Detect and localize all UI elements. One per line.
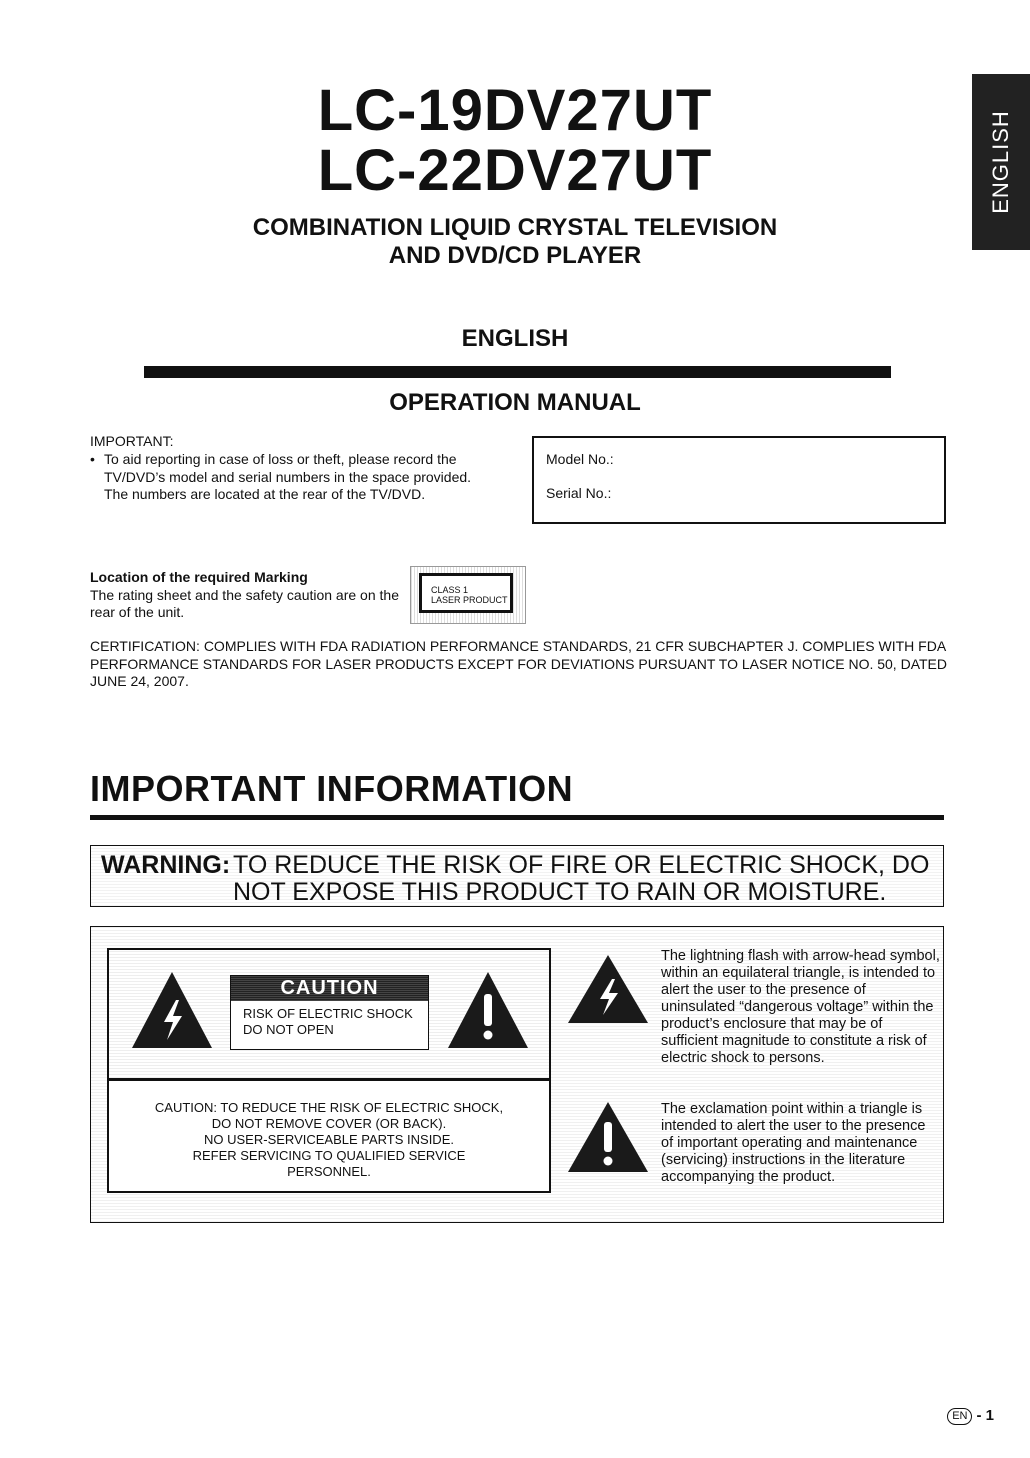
thick-divider	[144, 366, 891, 378]
model-serial-box	[532, 436, 946, 524]
caution-open-text: DO NOT OPEN	[243, 1022, 334, 1037]
lightning-triangle-icon	[130, 970, 214, 1050]
caution-instruction-line5: PERSONNEL.	[287, 1164, 371, 1179]
important-note: • To aid reporting in case of loss or theft, please record the TV/DVD’s model and serial numbers in the space provided. The numbers are located at the rear of the TV/DVD.	[90, 451, 475, 504]
language-heading: ENGLISH	[461, 325, 569, 352]
model-number-1: LC-19DV27UT	[317, 78, 713, 143]
language-badge: EN	[947, 1408, 972, 1425]
laser-class: CLASS 1	[431, 585, 469, 595]
model-number-label: Model No.:	[546, 451, 614, 467]
page-number-value: - 1	[976, 1407, 994, 1424]
important-information-title: IMPORTANT INFORMATION	[90, 768, 574, 809]
caution-instruction-line3: NO USER-SERVICEABLE PARTS INSIDE.	[204, 1132, 454, 1147]
caution-instruction-line2: DO NOT REMOVE COVER (OR BACK).	[211, 1116, 447, 1131]
warning-label: WARNING:	[101, 851, 231, 879]
exclamation-symbol-icon	[566, 1100, 650, 1174]
exclamation-symbol-description: The exclamation point within a triangle is intended to alert the user to the presence of important operating and maintenance (servicing) instructions in the literature accompanying the product.	[661, 1101, 926, 1185]
serial-number-label: Serial No.:	[546, 485, 612, 501]
product-subtitle-line2: AND DVD/CD PLAYER	[388, 242, 642, 269]
warning-text-line1: TO REDUCE THE RISK OF FIRE OR ELECTRIC SHOCK, DO	[233, 851, 930, 879]
caution-instructions	[109, 1100, 549, 1180]
caution-panel-divider	[109, 1078, 549, 1081]
caution-header: CAUTION	[231, 976, 428, 1001]
section-divider	[90, 815, 944, 820]
page-number	[947, 1407, 994, 1425]
product-subtitle-line1: COMBINATION LIQUID CRYSTAL TELEVISION	[252, 214, 778, 241]
exclamation-triangle-icon	[446, 970, 530, 1050]
caution-instruction-line1: CAUTION: TO REDUCE THE RISK OF ELECTRIC SHOCK,	[154, 1100, 504, 1115]
important-label: IMPORTANT:	[90, 433, 174, 449]
marking-text: The rating sheet and the safety caution are on the rear of the unit.	[90, 587, 399, 620]
caution-instruction-line4: REFER SERVICING TO QUALIFIED SERVICE	[192, 1148, 466, 1163]
manual-title: OPERATION MANUAL	[389, 389, 641, 416]
lightning-symbol-description: The lightning flash with arrow-head symbol, within an equilateral triangle, is intended to alert the user to the presence of uninsulated “dangerous voltage” within the product’s enclosure that may be of sufficient magnitude to constitute a risk of electric shock to persons.	[661, 948, 940, 1066]
model-number-2: LC-22DV27UT	[317, 138, 713, 203]
lightning-symbol-icon	[566, 953, 650, 1025]
certification-text: CERTIFICATION: COMPLIES WITH FDA RADIATION PERFORMANCE STANDARDS, 21 CFR SUBCHAPTER J. COMPLIES WITH FDA PERFORMANCE STANDARDS FOR LASER PRODUCTS EXCEPT FOR DEVIATIONS PURSUANT TO LASER NOTICE NO. 50, DATED JUNE 24, 2007.	[90, 638, 947, 689]
laser-product-label	[410, 566, 526, 624]
laser-product: LASER PRODUCT	[431, 595, 508, 605]
warning-text-line2: NOT EXPOSE THIS PRODUCT TO RAIN OR MOISTURE.	[233, 878, 887, 906]
marking-title: Location of the required Marking	[90, 569, 308, 585]
language-tab	[972, 74, 1030, 250]
language-tab-label: ENGLISH	[988, 110, 1013, 214]
caution-label-box	[230, 975, 429, 1050]
warning-box	[90, 845, 944, 907]
caution-shock-text: RISK OF ELECTRIC SHOCK	[243, 1006, 413, 1021]
